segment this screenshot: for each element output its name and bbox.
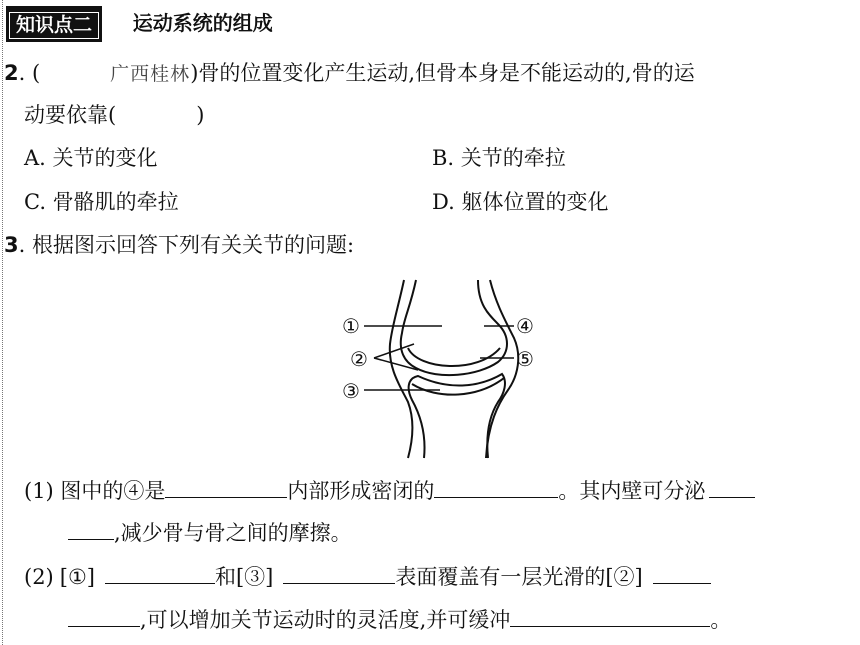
sub-question-1-line1 <box>24 475 755 506</box>
cartilage-upper <box>408 348 500 366</box>
blank-1-3a[interactable] <box>709 475 755 498</box>
diagram-label-1: ① <box>342 314 360 338</box>
section-badge <box>6 6 102 42</box>
upper-bone-outline <box>401 280 507 375</box>
diagram-label-3: ③ <box>342 379 360 403</box>
sub-question-1-prefix: (1) 图中的④是 <box>24 479 166 503</box>
sub-question-2-ref2: [②] <box>605 565 643 589</box>
sub-question-2-line2 <box>68 604 731 635</box>
question-2-line2 <box>24 100 204 130</box>
question-2-stem-cont: 动要依靠( <box>24 103 117 127</box>
blank-2-2[interactable] <box>283 561 395 584</box>
diagram-label-4: ④ <box>516 314 534 338</box>
question-2-paren-open: . ( <box>18 61 41 85</box>
sub-question-2-prefix: (2) <box>24 565 54 589</box>
section-title: 运动系统的组成 <box>132 10 273 35</box>
leader-line-2a <box>374 344 414 358</box>
option-a[interactable]: A. 关节的变化 <box>24 146 158 170</box>
joint-diagram <box>338 278 558 460</box>
blank-2-4[interactable] <box>510 604 710 627</box>
blank-2-1[interactable] <box>105 561 215 584</box>
sub-question-2-line2-mid: ,可以增加关节运动时的灵活度,并可缓冲 <box>140 608 511 632</box>
diagram-label-2: ② <box>350 347 368 371</box>
sub-question-1-line2 <box>68 517 352 548</box>
question-3-stem-line <box>4 230 354 260</box>
sub-question-2-line1 <box>24 561 711 592</box>
sub-question-2-ref3: [③] <box>235 565 274 589</box>
joint-capsule-right <box>486 280 518 458</box>
option-c[interactable]: C. 骨骼肌的牵拉 <box>24 190 179 214</box>
sub-question-2-mid: 表面覆盖有一层光滑的 <box>395 565 606 589</box>
section-badge-label: 知识点二 <box>9 12 99 39</box>
option-b[interactable]: B. 关节的牵拉 <box>432 146 566 170</box>
question-2-paren-close: ) <box>196 103 205 127</box>
page-margin-line <box>2 0 3 645</box>
blank-1-3b[interactable] <box>68 517 114 540</box>
question-2-source: 广西桂林 <box>110 63 191 85</box>
question-2-number: 2 <box>4 61 19 85</box>
sub-question-1-mid2: 。其内壁可分泌 <box>558 479 706 503</box>
diagram-label-5: ⑤ <box>516 347 534 371</box>
question-2-line1 <box>4 58 695 89</box>
question-2-stem: )骨的位置变化产生运动,但骨本身是不能运动的,骨的运 <box>190 61 695 85</box>
sub-question-1-mid1: 内部形成密闭的 <box>287 479 435 503</box>
blank-2-3b[interactable] <box>68 604 140 627</box>
sub-question-2-and: 和 <box>214 565 236 589</box>
question-3-number: 3 <box>4 233 19 257</box>
sub-question-2-end: 。 <box>710 608 732 632</box>
blank-1-1[interactable] <box>165 475 287 498</box>
section-heading <box>6 6 273 42</box>
blank-2-3a[interactable] <box>653 561 711 584</box>
question-3-stem: . 根据图示回答下列有关关节的问题: <box>18 233 355 257</box>
option-d[interactable]: D. 躯体位置的变化 <box>432 190 609 214</box>
sub-question-1-rest: ,减少骨与骨之间的摩擦。 <box>114 521 352 545</box>
sub-question-2-ref1: [①] <box>59 565 95 589</box>
blank-1-2[interactable] <box>434 475 558 498</box>
